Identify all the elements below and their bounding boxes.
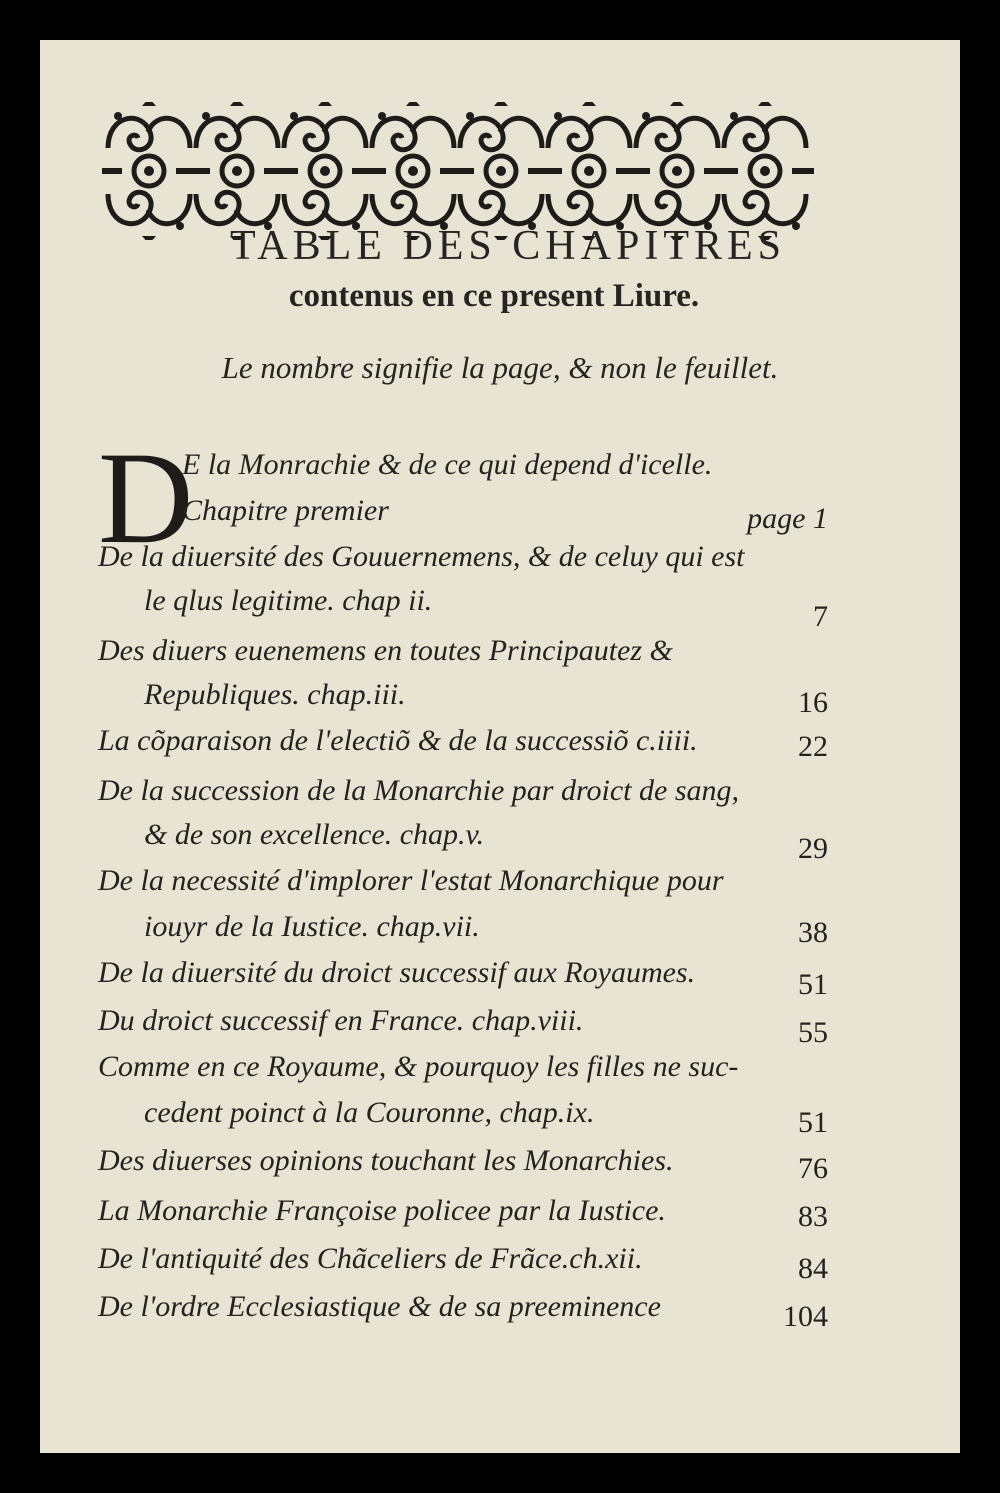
toc-entry-line: La cõparaison de l'electiõ & de la successiõ c.iiii. [98,724,698,757]
page-title: TABLE DES CHAPITRES [230,223,786,269]
toc-page-number: 29 [798,832,828,865]
toc-page-number: 84 [798,1252,828,1285]
toc-entry-line: De la succession de la Monarchie par droict de sang, [98,774,740,807]
toc-page-number: 76 [798,1152,828,1185]
toc-entry-line: De la diuersité des Gouuernemens, & de celuy qui est [98,540,745,573]
page-subtitle: contenus en ce present Liure. [288,278,700,314]
toc-entry-line: & de son excellence. chap.v. [144,818,485,851]
toc-page-number: 55 [798,1016,828,1049]
toc-entry-line: Republiques. chap.iii. [144,678,406,711]
toc-entry-line: Du droict successif en France. chap.viii. [98,1004,584,1037]
toc-entry-line: De l'ordre Ecclesiastique & de sa preeminence [98,1290,661,1323]
toc-entry-line: cedent poinct à la Couronne, chap.ix. [144,1096,595,1129]
toc-entry-line: E la Monrachie & de ce qui depend d'icelle. [182,448,713,481]
toc-page-number: 38 [798,916,828,949]
toc-entry-line: De la diuersité du droict successif aux Royaumes. [98,956,696,989]
book-page [40,40,960,1453]
toc-entry-line: La Monarchie Françoise policee par la Iustice. [98,1194,666,1227]
toc-page-number: 51 [798,968,828,1001]
toc-page-number: 22 [798,730,828,763]
page-note: Le nombre signifie la page, & non le feuillet. [221,350,779,385]
toc-entry-line: De la necessité d'implorer l'estat Monarchique pour [98,864,724,897]
toc-page-number: 83 [798,1200,828,1233]
toc-page-number: page 1 [747,502,828,535]
toc-entry-line: Comme en ce Royaume, & pourquoy les filles ne suc- [98,1050,739,1083]
drop-cap: D [98,424,194,571]
toc-entry-line: iouyr de la Iustice. chap.vii. [144,910,480,943]
toc-page-number: 104 [783,1300,828,1333]
decorative-border-ornament [102,102,814,240]
toc-page-number: 7 [813,600,828,633]
toc-entry-line: De l'antiquité des Chãceliers de Frãce.ch.xii. [98,1242,643,1275]
toc-page-number: 16 [798,686,828,719]
toc-page-number: 51 [798,1106,828,1139]
toc-entry-line: le qlus legitime. chap ii. [144,584,433,617]
toc-entry-line: Chapitre premier [182,494,389,527]
toc-entry-line: Des diuerses opinions touchant les Monarchies. [98,1144,674,1177]
toc-entry-line: Des diuers euenemens en toutes Principautez & [98,634,673,667]
